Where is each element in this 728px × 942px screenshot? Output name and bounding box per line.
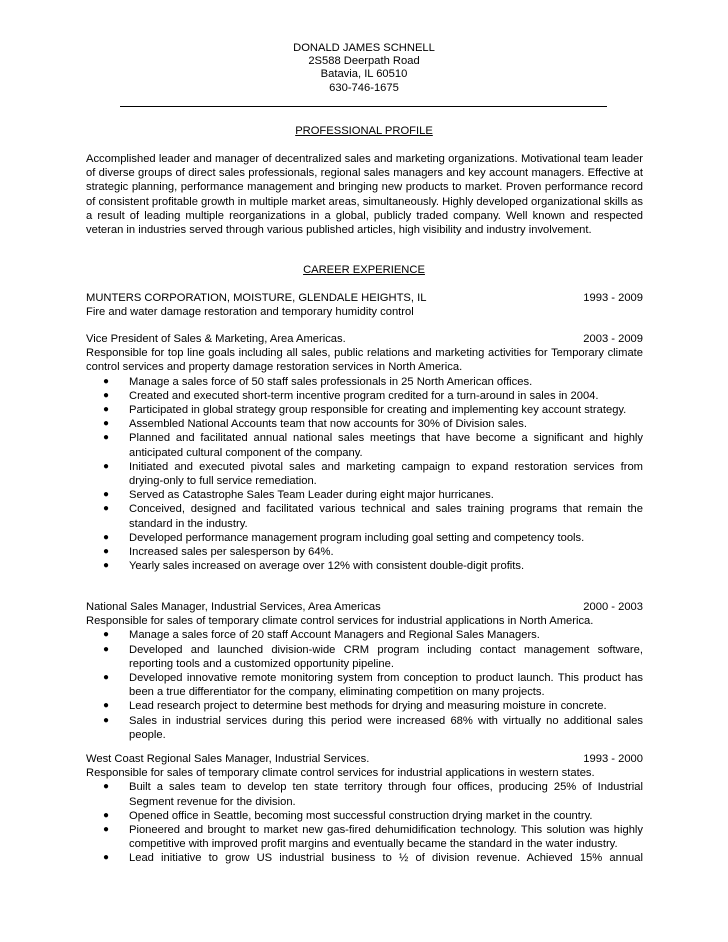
bullet-icon: ● (103, 852, 110, 864)
achievement-item: ● Opened office in Seattle, becoming most successful construction drying market in the country. (103, 809, 593, 822)
bullet-icon: ● (103, 672, 110, 684)
company-dates: 1993 - 2009 (583, 292, 643, 304)
achievement-item: ● Manage a sales force of 50 staff sales professionals in 25 North American offices. (103, 375, 533, 388)
bullet-icon: ● (103, 824, 110, 836)
bullet-icon: ● (103, 700, 110, 712)
role-summary: Responsible for top line goals including all sales, public relations and marketing activities for Temporary climate control services and property damage restoration services in North America. (86, 347, 643, 374)
role-title: National Sales Manager, Industrial Services, Area Americas (86, 601, 381, 613)
achievement-item: ● Created and executed short-term incentive program credited for a turn-around in sales in 2004. (103, 389, 599, 402)
role-block (86, 600, 643, 742)
role-achievements (86, 628, 643, 742)
bullet-icon: ● (103, 560, 110, 572)
role-title: Vice President of Sales & Marketing, Area Americas. (86, 333, 346, 345)
role-achievements (86, 780, 643, 865)
bullet-icon: ● (103, 781, 110, 793)
achievement-item: ● Lead research project to determine best methods for drying and measuring moisture in concrete. (103, 700, 607, 713)
role-header (86, 752, 643, 766)
achievement-item: ● Yearly sales increased on average over 12% with consistent double-digit profits. (103, 560, 525, 573)
profile-paragraph: Accomplished leader and manager of decentralized sales and marketing organizations. Motivational team leader of diverse groups of direct sales professionals, regional sales managers and key account managers. Effective at strategic planning, performance management and bringing new products to market. Proven performance record of consistent profitable growth in multiple market areas, simultaneously. Highly developed organizational skills as a result of leading multiple reorganizations in a global, publicly traded company. Well known and respected veteran in industries served through various published articles, high visibility and industry involvement. (86, 153, 643, 237)
achievement-item: ● Assembled National Accounts team that now accounts for 30% of Division sales. (103, 418, 527, 431)
bullet-icon: ● (103, 389, 110, 401)
city-state-zip: Batavia, IL 60510 (320, 68, 408, 81)
role-dates: 2000 - 2003 (583, 601, 643, 613)
bullet-icon: ● (103, 643, 110, 655)
bullet-icon: ● (103, 629, 110, 641)
achievement-item: ● Pioneered and brought to market new gas-fired dehumidification technology. This solution was highly competitive with improved profit margins and eventually became the standard in the water industry. (103, 824, 643, 851)
achievement-item: ● Developed innovative remote monitoring system from conception to product launch. This product has been a true differentiator for the company, eliminating competition on many projects. (103, 672, 643, 699)
role-block (86, 752, 643, 866)
bullet-icon: ● (103, 432, 110, 444)
profile-heading: PROFESSIONAL PROFILE (295, 125, 433, 137)
phone-number: 630-746-1675 (329, 81, 399, 94)
bullet-icon: ● (103, 503, 110, 515)
achievement-item: ● Served as Catastrophe Sales Team Leader during eight major hurricanes. (103, 489, 494, 502)
achievement-item: ● Sales in industrial services during this period were increased 68% with virtually no additional sales people. (103, 714, 643, 741)
bullet-icon: ● (103, 809, 110, 821)
header-divider (120, 106, 607, 107)
achievement-item: ● Developed and launched division-wide CRM program including contact management software, reporting tools and a customized opportunity pipeline. (103, 643, 643, 670)
achievement-item: ● Developed performance management program including goal setting and competency tools. (103, 531, 585, 544)
bullet-icon: ● (103, 418, 110, 430)
company-description: Fire and water damage restoration and temporary humidity control (86, 306, 414, 319)
achievement-item: ● Participated in global strategy group responsible for creating and implementing key account strategy. (103, 404, 627, 417)
role-achievements (86, 375, 643, 574)
bullet-icon: ● (103, 531, 110, 543)
company-row (86, 291, 643, 305)
role-dates: 1993 - 2000 (583, 753, 643, 765)
achievement-item: ● Manage a sales force of 20 staff Account Managers and Regional Sales Managers. (103, 629, 540, 642)
role-header (86, 332, 643, 346)
bullet-icon: ● (103, 375, 110, 387)
bullet-icon: ● (103, 546, 110, 558)
experience-heading: CAREER EXPERIENCE (303, 264, 425, 276)
role-summary: Responsible for sales of temporary climate control services for industrial applications in North America. (86, 615, 594, 628)
achievement-item: ● Lead initiative to grow US industrial business to ½ of division revenue. Achieved 15% annual (103, 852, 643, 865)
achievement-item: ● Planned and facilitated annual national sales meetings that have become a significant and highly anticipated cultural component of the company. (103, 432, 643, 459)
role-dates: 2003 - 2009 (583, 333, 643, 345)
bullet-icon: ● (103, 714, 110, 726)
contact-header (0, 42, 728, 95)
bullet-icon: ● (103, 489, 110, 501)
company-name: MUNTERS CORPORATION, MOISTURE, GLENDALE HEIGHTS, IL (86, 292, 427, 304)
bullet-icon: ● (103, 460, 110, 472)
street-address: 2S588 Deerpath Road (308, 55, 420, 68)
achievement-item: ● Initiated and executed pivotal sales and marketing campaign to expand restoration services from drying-only to full service remediation. (103, 460, 643, 488)
company-block (86, 291, 643, 319)
achievement-item: ● Built a sales team to develop ten state territory through four offices, producing 25% of Industrial Segment revenue for the division. (103, 781, 643, 808)
role-block (86, 332, 643, 573)
role-summary: Responsible for sales of temporary climate control services for industrial applications in western states. (86, 767, 595, 780)
role-title: West Coast Regional Sales Manager, Industrial Services. (86, 753, 370, 765)
candidate-name: DONALD JAMES SCHNELL (293, 42, 435, 54)
role-header (86, 600, 643, 614)
achievement-item: ● Increased sales per salesperson by 64%. (103, 546, 334, 559)
achievement-item: ● Conceived, designed and facilitated various technical and sales training programs that remain the standard in the industry. (103, 503, 643, 530)
bullet-icon: ● (103, 404, 110, 416)
